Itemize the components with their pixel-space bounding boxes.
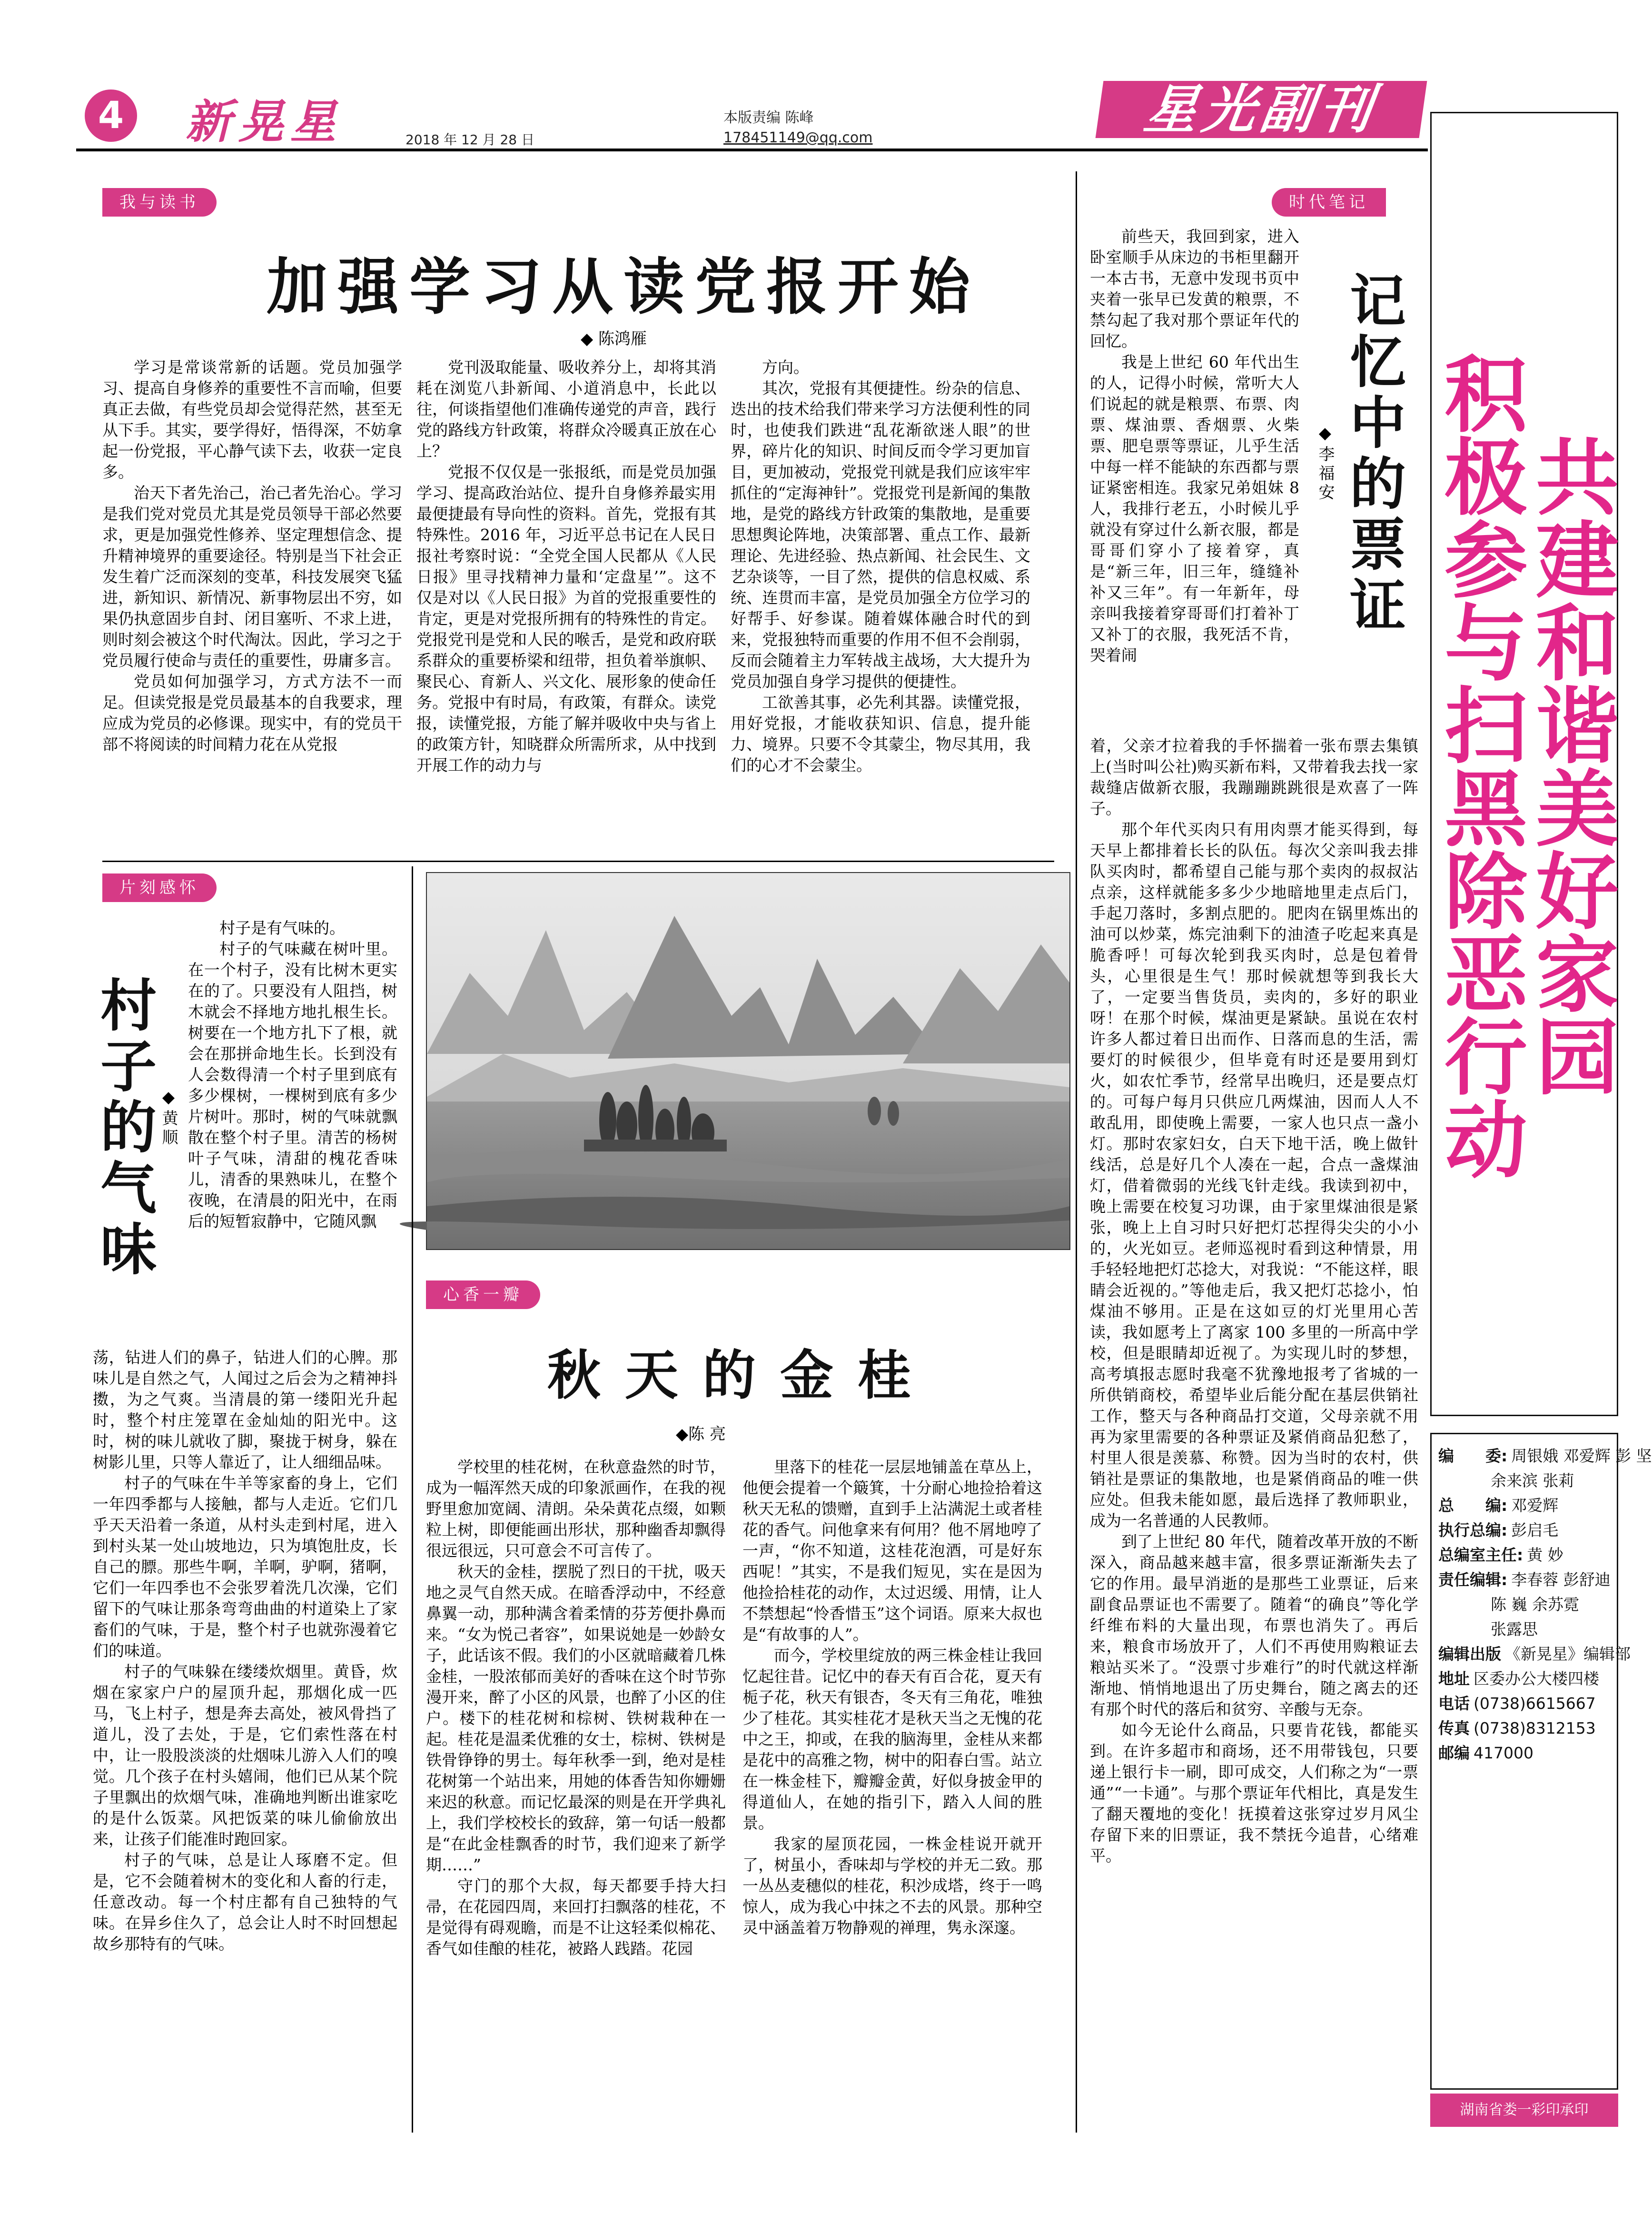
paragraph: 村子是有气味的。: [219, 919, 345, 937]
masthead-row: [1438, 1444, 1652, 1469]
paragraph: 学习是常谈常新的话题。党员加强学习、提高自身修养的重要性不言而喻，但要真正去做，有些党员却会觉得茫然，甚至无从下手。其实，要学得好，悟得深，不妨拿起一份党报，平心静气读下去，收获一定良多。: [102, 358, 402, 481]
masthead-value: 陈 巍 余苏霓: [1491, 1595, 1579, 1614]
article1-col3: [731, 357, 1030, 852]
paragraph: 村子的气味在牛羊等家畜的身上，它们一年四季都与人接触，都与人走近。它们几乎天天沿着一条道，从村头走到村尾，进入到村头某一处山坡地边，只为填饱肚皮，长自己的膘。那些牛啊，羊啊，驴啊，猪啊，它们一年四季也不会张罗着洗几次澡，它们留下的气味让那条弯弯曲曲的村道染上了家畜们的气味，于是，整个村子也就弥漫着它们的味道。: [93, 1474, 397, 1660]
slogan-line-2: 共建和谐美好家园: [1522, 434, 1618, 1097]
article3-col-wide: [93, 1347, 397, 2118]
masthead-value: 区委办公大楼四楼: [1474, 1669, 1599, 1688]
masthead-list: [1438, 1444, 1652, 1766]
article3-col-narrow: [188, 918, 397, 1346]
editor-email[interactable]: 178451149@qq.com: [723, 129, 873, 146]
paragraph: 前些天，我回到家，进入卧室顺手从床边的书柜里翻开一本古书，无意中发现书页中夹着一张早已发黄的粮票，不禁勾起了我对那个票证年代的回忆。: [1090, 227, 1299, 350]
paragraph: 村子的气味，总是让人琢磨不定。但是，它不会随着树木的变化和人畜的行走，任意改动。每一个村庄都有自己独特的气味。在异乡住久了，总会让人时不时回想起故乡那特有的气味。: [93, 1851, 397, 1953]
article1-col2: [416, 357, 716, 852]
article4-tag: 心香一瓣: [426, 1280, 540, 1309]
masthead-label: 总 编:: [1438, 1496, 1508, 1515]
masthead-row: [1438, 1642, 1631, 1667]
slogan-banner: [1430, 112, 1618, 1416]
article4-col2: [742, 1457, 1042, 2118]
article3-author: ◆黄顺: [159, 1088, 178, 1148]
masthead-row: [1438, 1617, 1610, 1642]
masthead-value: 邓爱辉: [1511, 1496, 1559, 1515]
article3-title: 村子的气味: [91, 976, 157, 1280]
masthead-value: 张露思: [1491, 1620, 1538, 1638]
paragraph: 党报不仅仅是一张报纸，而是党员加强学习、提高政治站位、提升自身修养最实用最便捷最有导向性的资料。首先，党报有其特殊性。2016 年，习近平总书记在人民日报社考察时说：“全党全国人民都从《人民日报》里寻找精神力量和‘定盘星’”。这不仅是对以《人民日报》为首的党报重要性的肯定，更是对党报所拥有的特殊性的肯定。党报党刊是党和人民的喉舌，是党和政府联系群众的重要桥梁和纽带，担负着举旗帜、聚民心、育新人、兴文化、展形象的使命任务。党报中有时局，有政策，有群众。读党报，读懂党报，方能了解并吸收中央与省上的政策方针，知晓群众所需所求，从中找到开展工作的动力与: [416, 463, 716, 774]
paragraph: 党员如何加强学习，方式方法不一而足。但读党报是党员最基本的自我要求，理应成为党员的必修课。现实中，有的党员干部不将阅读的时间精力花在从党报: [102, 672, 402, 754]
column-divider-left: [412, 866, 413, 2133]
masthead-row: [1438, 1568, 1610, 1592]
article4-col1: [426, 1457, 726, 2118]
masthead-value: 周银娥 邓爱辉 彭 坚: [1511, 1447, 1652, 1465]
landscape-photo-art: [427, 873, 1069, 1249]
paragraph: 村子的气味藏在树叶里。在一个村子，没有比树木更实在的了。只要没有人阻挡，树木就会不择地方地扎根生长。树要在一个地方扎下了根，就会在那拼命地生长。长到没有人会数得清一个村子里到底有多少棵树，一棵树到底有多少片树叶。那时，树的气味就飘散在整个村子里。清苦的杨树叶子气味，清甜的槐花香味儿，清香的果熟味儿，在整个夜晚，在清晨的阳光中，在雨后的短暂寂静中，它随风飘: [188, 940, 397, 1231]
masthead-row: [1438, 1741, 1610, 1766]
paragraph: 那个年代买肉只有用肉票才能买得到，每天早上都排着长长的队伍。每次父亲叫我去排队买肉时，都希望自己能与那个卖肉的叔叔沾点亲，这样就能多多少少地暗地里走点后门，手起刀落时，多割点肥的。肥肉在锅里炼出的油可以炒菜，炼完油剩下的油渣子吃起来真是脆香呼！可每次轮到我买肉时，总是包着骨头，心里很是生气！那时候就想等到我长大了，一定要当售货员，卖肉的，多好的职业呀！在那个时候，煤油更是紧缺。虽说在农村许多人都过着日出而作、日落而息的生活，需要灯的时候很少，但毕竟有时还是要用到灯火，如农忙季节，经常早出晚归，还是要点灯的。可每户每月只供应几两煤油，因而人人不敢乱用，即使晚上需要，一家人也只点一盏小灯。那时农家妇女，白天下地干活，晚上做针线活，总是好几个人凑在一起，合点一盏煤油灯，借着微弱的光线飞针走线。我读到初中，晚上需要在校复习功课，由于家里煤油很是紧张，晚上上自习时只好把灯芯捏得尖尖的小小的，火光如豆。老师巡视时看到这种情景，用手轻轻地把灯芯捻大，对我说：“不能这样，眼睛会近视的。”等他走后，我又把灯芯捻小，怕煤油不够用。正是在这如豆的灯光里用心苦读，我如愿考上了离家 100 多里的一所高中学校，但是眼睛却近视了。为实现儿时的梦想，高考填报志愿时我毫不犹豫地报考了省城的一所供销商校，希望毕业后能分配在基层供销社工作，整天与各种商品打交道，父母亲就不用再为家里需要的各种票证及紧俏商品犯愁了，村里人很是羡慕、称赞。因为当时的农村，供销社是票证的集散地，也是紧俏商品的唯一供应处。但我未能如愿，最后选择了教师职业，成为一名普通的人民教师。: [1090, 820, 1418, 1530]
paragraph: 如今无论什么商品，只要肯花钱，都能买到。在许多超市和商场，还不用带钱包，只要递上银行卡一刷，即可成交，人们称之为“一票通”“一卡通”。与那个票证年代相比，真是发生了翻天覆地的变化！抚摸着这张穿过岁月风尘存留下来的旧票证，我不禁抚今追昔，心绪难平。: [1090, 1721, 1418, 1865]
masthead-label: 电话: [1438, 1694, 1470, 1713]
printer-credit: 湖南省娄一彩印承印: [1430, 2094, 1618, 2127]
editor-credit: 本版责编 陈峰: [723, 109, 814, 126]
article1-tag: 我与读书: [102, 188, 217, 217]
masthead-value: (0738)6615667: [1474, 1694, 1596, 1713]
masthead-value: 417000: [1474, 1744, 1533, 1762]
paragraph: 我是上世纪 60 年代出生的人，记得小时候，常听大人们说起的就是粮票、布票、肉票、煤油票、香烟票、火柴票、肥皂票等票证，儿乎生活中每一样不能缺的东西都与票证紧密相连。我家兄弟姐妹 8 人，我排行老五，小时候儿乎就没有穿过什么新衣服，都是哥哥们穿小了接着穿，真是“新三年，旧三年，缝缝补补又三年”。有一年新年，母亲叫我接着穿哥哥们打着补丁又补丁的衣服，我死活不肯，哭着闹: [1090, 353, 1299, 665]
article2-col-full: [1090, 735, 1418, 2097]
masthead-value: 李春蓉 彭舒迪: [1511, 1570, 1611, 1589]
article2-tag: 时代笔记: [1272, 188, 1386, 217]
column-divider-right: [1076, 171, 1077, 2133]
article1-author: ◆ 陈鸿雁: [581, 329, 647, 348]
masthead-value: 余来滨 张莉: [1491, 1471, 1574, 1490]
header-rule: [76, 149, 1428, 151]
page-number-badge: [85, 89, 137, 142]
issue-date: 2018 年 12 月 28 日: [406, 132, 535, 148]
paragraph: 村子的气味躲在缕缕炊烟里。黄昏，炊烟在家家户户的屋顶升起，那烟化成一匹马，飞上村子，想是奔去高处，被风骨挡了道儿，没了去处，于是，它们索性落在村中，让一股股淡淡的灶烟味儿游入人们的嗅觉。几个孩子在村头嬉闹，他们已从某个院子里飘出的炊烟气味，准确地判断出谁家吃的是什么饭菜。风把饭菜的味儿偷偷放出来，让孩子们能准时跑回家。: [93, 1662, 397, 1848]
paragraph: 其次，党报有其便捷性。纷杂的信息、迭出的技术给我们带来学习方法便利性的同时，也使我们跌进“乱花渐欲迷人眼”的世界，碎片化的知识、时间反而令学习更加盲目，更加被动，党报党刊就是我们应该牢牢抓住的“定海神针”。党报党刊是新闻的集散地，是党的路线方针政策的集散地，是重要思想舆论阵地，决策部署、重点工作、最新理论、先进经验、热点新闻、社会民生、文艺杂谈等，一目了然，提供的信息权威、系统、连贯而丰富，是党员加强全方位学习的好帮手、好参谋。随着媒体融合时代的到来，党报独特而重要的作用不但不会削弱，反而会随着主力军转战主战场，大大提升为党员加强自身学习提供的便捷性。: [731, 379, 1030, 691]
paragraph: 着，父亲才拉着我的手怀揣着一张布票去集镇上(当时叫公社)购买新布料，又带着我去找一家裁缝店做新衣服，我蹦蹦跳跳很是欢喜了一阵子。: [1090, 736, 1418, 818]
masthead-label: 邮编: [1438, 1744, 1470, 1762]
paragraph: 我家的屋顶花园，一株金桂说开就开了，树虽小，香味却与学校的并无二致。那一丛丛麦穗似的桂花，积沙成塔，终于一鸣惊人，成为我心中抹之不去的风景。那种空灵中涵盖着万物静观的禅理，隽永深邃。: [742, 1835, 1042, 1937]
article2-col-top: [1090, 226, 1299, 735]
masthead-label: 地址: [1438, 1669, 1470, 1688]
masthead-value: 彭启毛: [1511, 1521, 1559, 1539]
masthead-label: 责任编辑:: [1438, 1570, 1508, 1589]
paragraph: 荡，钻进人们的鼻子，钻进人们的心脾。那味儿是自然之气，人闻过之后会为之精神抖擞，为之气爽。当清晨的第一缕阳光升起时，整个村庄笼罩在金灿灿的阳光中。这时，树的味儿就收了脚，聚拢于树身，躲在树影儿里，只等人靠近了，让人细细品味。: [93, 1348, 397, 1471]
masthead-row: [1438, 1493, 1610, 1518]
masthead-row: [1438, 1691, 1610, 1716]
paragraph: 里落下的桂花一层层地铺盖在草丛上，他便会提着一个簸箕，十分耐心地捡拾着这秋天无私的馈赠，直到手上沾满泥土或者桂花的香气。问他拿来有何用？他不屑地哼了一声，“你不知道，这桂花泡酒，可是好东西呢！”其实，不是我们短见，实在是因为他捡拾桂花的动作，太过迟缓、用情，让人不禁想起“怜香惜玉”这个词语。原来大叔也是“有故事的人”。: [742, 1458, 1042, 1644]
landscape-photo: [426, 872, 1070, 1250]
masthead-box: [1430, 1433, 1652, 2090]
masthead-label: 总编室主任:: [1438, 1546, 1523, 1564]
masthead-row: [1438, 1667, 1610, 1691]
paragraph: 到了上世纪 80 年代，随着改革开放的不断深入，商品越来越丰富，很多票证渐渐失去了它的作用。最早消逝的是那些工业票证，后来副食品票证也不需要了。随着“的确良”等化学纤维布料的大量出现，布票也消失了。再后来，粮食市场放开了，人们不再使用购粮证去粮站买米了。“没票寸步难行”的时代就这样渐渐地、悄悄地退出了历史舞台，随之离去的还有那个时代的落后和贫穷、辛酸与无奈。: [1090, 1532, 1418, 1718]
paragraph: 治天下者先治己，治己者先治心。学习是我们党对党员尤其是党员领导干部必然要求，更是加强党性修养、坚定理想信念、提升精神境界的重要途径。特别是当下社会正发生着广泛而深刻的变革，科技发展突飞猛进，新知识、新情况、新事物层出不穷，如果仍执意固步自封、闭目塞听、不求上进，则时刻会被这个时代淘汰。因此，学习之于党员履行使命与责任的重要性，毋庸多言。: [102, 484, 402, 670]
masthead-row: [1438, 1543, 1610, 1568]
article1-title: 加强学习从读党报开始: [267, 252, 981, 323]
masthead-value: 《新晃星》编辑部: [1505, 1645, 1631, 1663]
paper-name-logo: 新晃星: [186, 95, 343, 149]
paragraph: 守门的那个大叔，每天都要手持大扫帚，在花园四周，来回打扫飘落的桂花，不是觉得有碍观瞻，而是不让这轻柔似棉花、香气如佳酿的桂花，被路人践踏。花园: [426, 1876, 726, 1958]
masthead-row: [1438, 1518, 1610, 1543]
masthead-row: [1438, 1716, 1610, 1741]
paragraph: 秋天的金桂，摆脱了烈日的干扰，吸天地之灵气自然天成。在暗香浮动中，不经意鼻翼一动，那种满含着柔情的芬芳便扑鼻而来。“女为悦己者容”，如果说她是一妙龄女子，此话该不假。我们的小区就暗藏着几株金桂，一股浓郁而美好的香味在这个时节弥漫开来，醉了小区的风景，也醉了小区的住户。楼下的桂花树和棕树、铁树栽种在一起。桂花是温柔优雅的女士，棕树、铁树是铁骨铮铮的男士。每年秋季一到，绝对是桂花树第一个站出来，用她的体香告知你姗姗来迟的秋意。而记忆最深的则是在开学典礼上，我们学校校长的致辞，第一句话一般都是“在此金桂飘香的时节，我们迎来了新学期……”: [426, 1562, 726, 1874]
paragraph: 而今，学校里绽放的两三株金桂让我回忆起往昔。记忆中的春天有百合花，夏天有栀子花，秋天有银杏，冬天有三角花，唯独少了桂花。其实桂花才是秋天当之无愧的花中之王，抑或，在我的脑海里，金桂从来都是花中的高雅之物，树中的阳春白雪。站立在一株金桂下，瓣瓣金黄，好似身披金甲的得道仙人，在她的指引下，踏入人间的胜景。: [742, 1646, 1042, 1832]
masthead-value: 黄 妙: [1527, 1546, 1563, 1564]
article1-col1: [102, 357, 402, 852]
paragraph: 学校里的桂花树，在秋意盎然的时节，成为一幅浑然天成的印象派画作，在我的视野里愈加宽阔、清朗。朵朵黄花点缀，如颗粒上树，即便能画出形状，那种幽香却飘得很远很远，只可意会不可言传了。: [426, 1458, 726, 1560]
article4-author: ◆陈 亮: [676, 1425, 726, 1444]
paragraph: 工欲善其事，必先利其器。读懂党报，用好党报，才能收获知识、信息，提升能力、境界。只要不令其蒙尘，物尽其用，我们的心才不会蒙尘。: [731, 693, 1030, 774]
divider-top-left: [102, 861, 1054, 862]
article3-tag: 片刻感怀: [102, 873, 217, 902]
masthead-row: [1438, 1469, 1610, 1493]
masthead-label: 执行总编:: [1438, 1521, 1508, 1539]
page-number: 4: [98, 94, 124, 137]
article2-title: 记忆中的票证: [1340, 271, 1406, 637]
masthead-row: [1438, 1592, 1610, 1617]
paragraph: 党刊汲取能量、吸收养分上，却将其消耗在浏览八卦新闻、小道消息中，长此以往，何谈指望他们准确传递党的声音，践行党的路线方针政策，将群众冷暖真正放在心上？: [416, 358, 716, 460]
article4-title: 秋 天 的 金 桂: [547, 1344, 914, 1407]
paragraph: 方向。: [762, 358, 809, 377]
masthead-label: 编辑出版: [1438, 1645, 1501, 1663]
slogan-line-1: 积极参与扫黑除恶行动: [1430, 351, 1527, 1180]
masthead-label: 编 委:: [1438, 1447, 1508, 1465]
article2-author: ◆李福安: [1316, 424, 1335, 503]
masthead-value: (0738)8312153: [1474, 1719, 1596, 1737]
masthead-label: 传真: [1438, 1719, 1470, 1737]
section-title: 星光副刊: [1096, 81, 1427, 138]
